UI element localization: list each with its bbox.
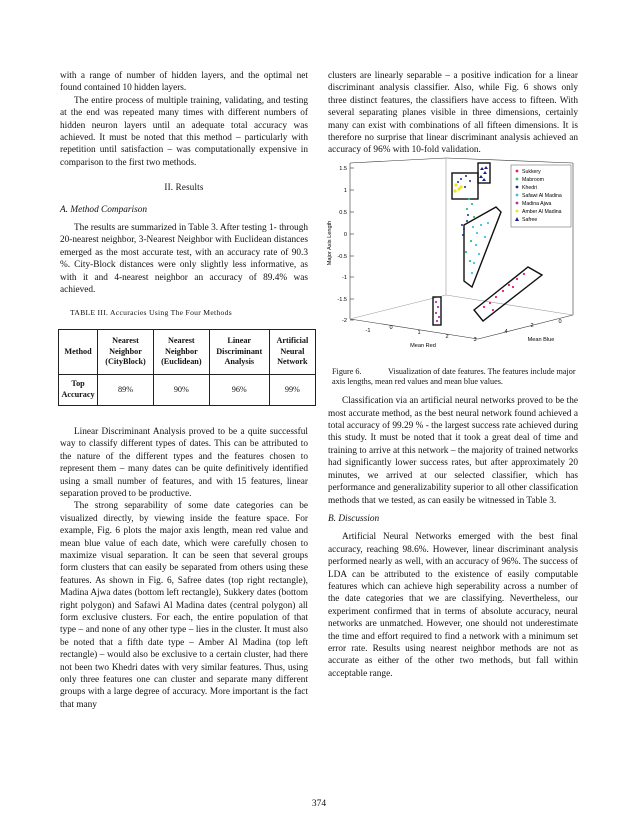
- paragraph: The strong separability of some date categories can be visualized directly, by viewing inside the feature space. For example, Fig. 6 plots the major axis length, mean red value and mean blue value of each date, which were carefully chosen to maximize visual separation. It can be seen that several groups form clusters that can easily be separated from others using these features. As shown in Fig. 6, Safree dates (top right rectangle), Madina Ajwa dates (bottom left rectangle), Sukkery dates (bottom right polygon) and Safawi Al Madina dates (central polygon) all form exclusive clusters. For each, the entire population of that type – and none of any other type – lies in the cluster. It must also be noted that a fifth date type – Amber Al Madina (top left rectangle) – would also be exclusive to a certain cluster, had there not been two Khedri dates with very similar features. Thus, using only three features one can cluster and separate many different groups with a large degree of accuracy. More important is the fact that many: [60, 501, 308, 710]
- table-caption: TABLE III. Accuracies Using The Four Methods: [70, 307, 232, 317]
- x-tick-label: 2: [530, 322, 534, 329]
- y-axis-label: Major Axis Length: [327, 220, 333, 266]
- table-header-cell: Artificial Neural Network: [269, 329, 315, 374]
- x-axis-red: [366, 325, 477, 349]
- paragraph: Artificial Neural Networks emerged with the best final accuracy, reaching 98.6%. However, linear discriminant analysis performed nearly as well, with an accuracy of 96%. The success of LDA can be attributed to the existence of easily computable features which can achieve high seperability across a number of the date categories that we are classifying. Nevertheless, our experiment confirmed that in terms of absolute accuracy, neural networks are unmatched. However, one should not underestimate the time and effort required to find a network with a minimum set error rate. Results using nearest neighbor methods are not as accurate as either of the other two methods, but fall within acceptable range.: [328, 532, 578, 679]
- mabroom-points: [465, 198, 475, 262]
- section-title: II. Results: [164, 182, 204, 193]
- y-tick-label: -0.5: [337, 253, 347, 260]
- legend-item: Mabroom: [522, 176, 544, 183]
- scatter-plot-3d: [328, 157, 578, 365]
- figure-caption-text: Visualization of date features. The features include major axis lengths, mean red values and mean blue values.: [332, 366, 576, 387]
- legend-marker: [516, 193, 519, 196]
- madina-ajwa-points: [435, 301, 440, 322]
- subsection-title: B. Discussion: [328, 513, 380, 524]
- y-tick-label: 0: [343, 231, 347, 238]
- x-axis-blue: [504, 319, 561, 343]
- x-tick-label: 4: [504, 328, 508, 335]
- legend-item: Safawi Al Madina: [522, 192, 562, 199]
- x-tick-label: 0: [389, 324, 393, 331]
- y-tick-label: -1.5: [337, 296, 347, 303]
- legend-marker: [516, 185, 519, 188]
- table-header-cell: Method: [59, 329, 98, 374]
- right-column: [328, 70, 578, 680]
- table-header-cell: Nearest Neighbor (Euclidean): [153, 329, 209, 374]
- paragraph: clusters are linearly separable – a positive indication for a linear discriminant analysis classifier. Also, while Fig. 6 shows only three distinct features, the classifiers have access to fifteen. With several separating planes visible in three dimensions, certainly many can exist with combinations of all fifteen dimensions. It is therefore no surprise that linear discriminant analysis achieved an accuracy of 96% with 10-fold validation.: [328, 71, 578, 156]
- left-column: [60, 70, 308, 711]
- table-header-row: [59, 329, 316, 374]
- table-cell: 96%: [209, 374, 269, 405]
- y-tick-label: 0.5: [339, 209, 347, 216]
- sukkery-polygon: [474, 267, 542, 321]
- paragraph: Classification via an artificial neural networks proved to be the most accurate method, as the best neural network found achieved a total accuracy of 99.29 % - the largest success rate achieved during this study. It must be noted that it took a great deal of time and training to arrive at this network – the majority of trained networks had significantly lower success rates, but after approximately 20 minutes, we arrived at our selected classifier, which has performance and generalizability superior to all other classification methods that we tested, as can easily be witnessed in Table 3.: [328, 396, 578, 506]
- accuracy-table: [58, 329, 316, 406]
- amber-al-madina-points: [453, 183, 462, 192]
- legend-marker: [516, 177, 519, 180]
- x-tick-label: 2: [445, 333, 449, 340]
- legend-item: Sukkery: [522, 168, 541, 175]
- legend: [511, 165, 571, 227]
- x-tick-label: 3: [473, 336, 477, 343]
- table-cell: 89%: [98, 374, 154, 405]
- paragraph: with a range of number of hidden layers, and the optimal net found contained 10 hidden layers.: [60, 71, 308, 94]
- figure-caption: [328, 367, 578, 387]
- legend-item: Amber Al Madina: [522, 208, 562, 215]
- x-tick-label: 0: [558, 318, 562, 325]
- paragraph: The entire process of multiple training, validating, and testing at the end was repeated many times with different numbers of hidden neuron layers until an adequate total accuracy was achieved. It must be noted that this method – particularly with repetition until satisfaction – was computationally expensive in comparison to the first two methods.: [60, 95, 308, 168]
- x-tick-label: -1: [365, 327, 371, 334]
- y-tick-label: 1.5: [339, 165, 347, 172]
- safree-points: [479, 166, 488, 181]
- legend-marker: [516, 209, 519, 212]
- table-header-cell: Nearest Neighbor (CityBlock): [98, 329, 154, 374]
- table-header-cell: Linear Discriminant Analysis: [209, 329, 269, 374]
- legend-marker: [516, 169, 519, 172]
- safawi-polygon: [464, 207, 501, 287]
- table-cell: 90%: [153, 374, 209, 405]
- legend-item: Khedri: [522, 184, 537, 191]
- y-tick-label: -2: [342, 317, 347, 324]
- legend-item: Madina Ajwa: [522, 200, 552, 207]
- x-axis-label: Mean Blue: [527, 336, 555, 343]
- y-tick-label: 1: [343, 187, 347, 194]
- table-row-label: Top Accuracy: [59, 374, 98, 405]
- figure-caption-label: Figure 6.: [332, 366, 362, 376]
- legend-item: Safree: [522, 216, 538, 223]
- x-axis-label: Mean Red: [410, 342, 436, 349]
- table-cell: 99%: [269, 374, 315, 405]
- x-tick-label: 1: [417, 329, 421, 336]
- paragraph: The results are summarized in Table 3. After testing 1- through 20-nearest neighbor, 3-Nearest Neighbor with Euclidean distances emerged as the most accurate test, with an accuracy rate of 90.3 %. City-Block distances were only slightly less informative, as with it and 4-nearest neighbor an accuracy of 89.4% was achieved.: [60, 223, 308, 296]
- figure-6: [328, 157, 578, 365]
- page-number: 374: [311, 799, 327, 809]
- legend-marker: [516, 201, 519, 204]
- subsection-title: A. Method Comparison: [60, 204, 148, 215]
- paragraph: Linear Discriminant Analysis proved to be a quite successful way to classify different types of dates. This can be attributed to the nature of the different types and the features chosen to represent them – many dates can be quite definitively identified using a small number of features, and with 15 features, linear separation proved to be productive.: [60, 426, 308, 499]
- table-row: [59, 374, 316, 405]
- y-tick-label: -1: [342, 274, 347, 281]
